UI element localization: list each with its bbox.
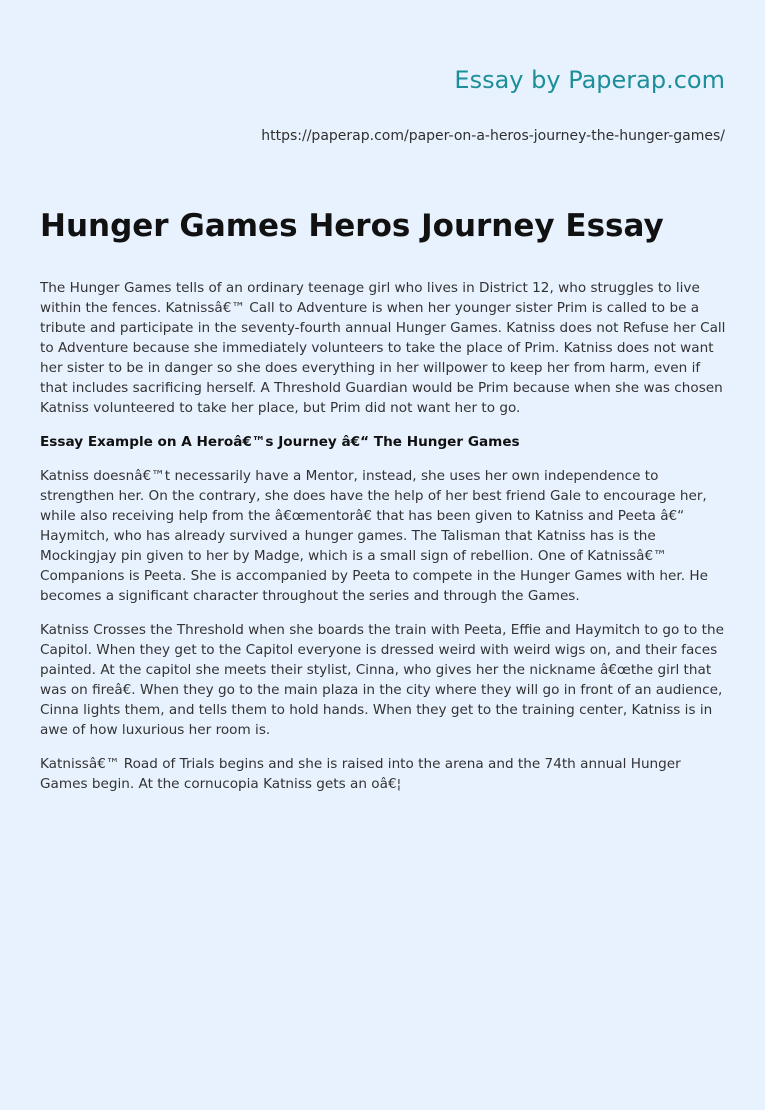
site-brand[interactable]: Essay by Paperap.com	[454, 66, 725, 94]
paragraph: Katnissâ€™ Road of Trials begins and she is raised into the arena and the 74th annual Hunger Games begin. At the cornucopia Katniss gets an oâ€¦	[40, 756, 681, 792]
paragraph: Katniss doesnâ€™t necessarily have a Mentor, instead, she uses her own independence to strengthen her. On the contrary, she does have the help of her best friend Gale to encourage her, while also receiving help from the â€œmentorâ€ that has been given to Katniss and Peeta â€“ Haymitch, who has already survived a hunger games. The Talisman that Katniss has is the Mockingjay pin given to her by Madge, which is a small sign of rebellion. One of Katnissâ€™ Companions is Peeta. She is accompanied by Peeta to compete in the Hunger Games with her. He becomes a significant character throughout the series and through the Games.	[40, 468, 708, 604]
source-url[interactable]: https://paperap.com/paper-on-a-heros-journey-the-hunger-games/	[261, 128, 725, 144]
essay-body	[40, 278, 730, 808]
section-subheading: Essay Example on A Heroâ€™s Journey â€“ The Hunger Games	[40, 434, 520, 450]
essay-title: Hunger Games Heros Journey Essay	[40, 208, 664, 244]
paragraph: Katniss Crosses the Threshold when she boards the train with Peeta, Effie and Haymitch to go to the Capitol. When they get to the Capitol everyone is dressed weird with weird wigs on, and their faces painted. At the capitol she meets their stylist, Cinna, who gives her the nickname â€œthe girl that was on fireâ€. When they go to the main plaza in the city where they will go in front of an audience, Cinna lights them, and tells them to hold hands. When they get to the training center, Katniss is in awe of how luxurious her room is.	[40, 622, 724, 738]
paragraph: The Hunger Games tells of an ordinary teenage girl who lives in District 12, who struggles to live within the fences. Katnissâ€™ Call to Adventure is when her younger sister Prim is called to be a tribute and participate in the seventy-fourth annual Hunger Games. Katniss does not Refuse her Call to Adventure because she immediately volunteers to take the place of Prim. Katniss does not want her sister to be in danger so she does everything in her willpower to keep her from harm, even if that includes sacrificing herself. A Threshold Guardian would be Prim because when she was chosen Katniss volunteered to take her place, but Prim did not want her to go.	[40, 280, 726, 416]
